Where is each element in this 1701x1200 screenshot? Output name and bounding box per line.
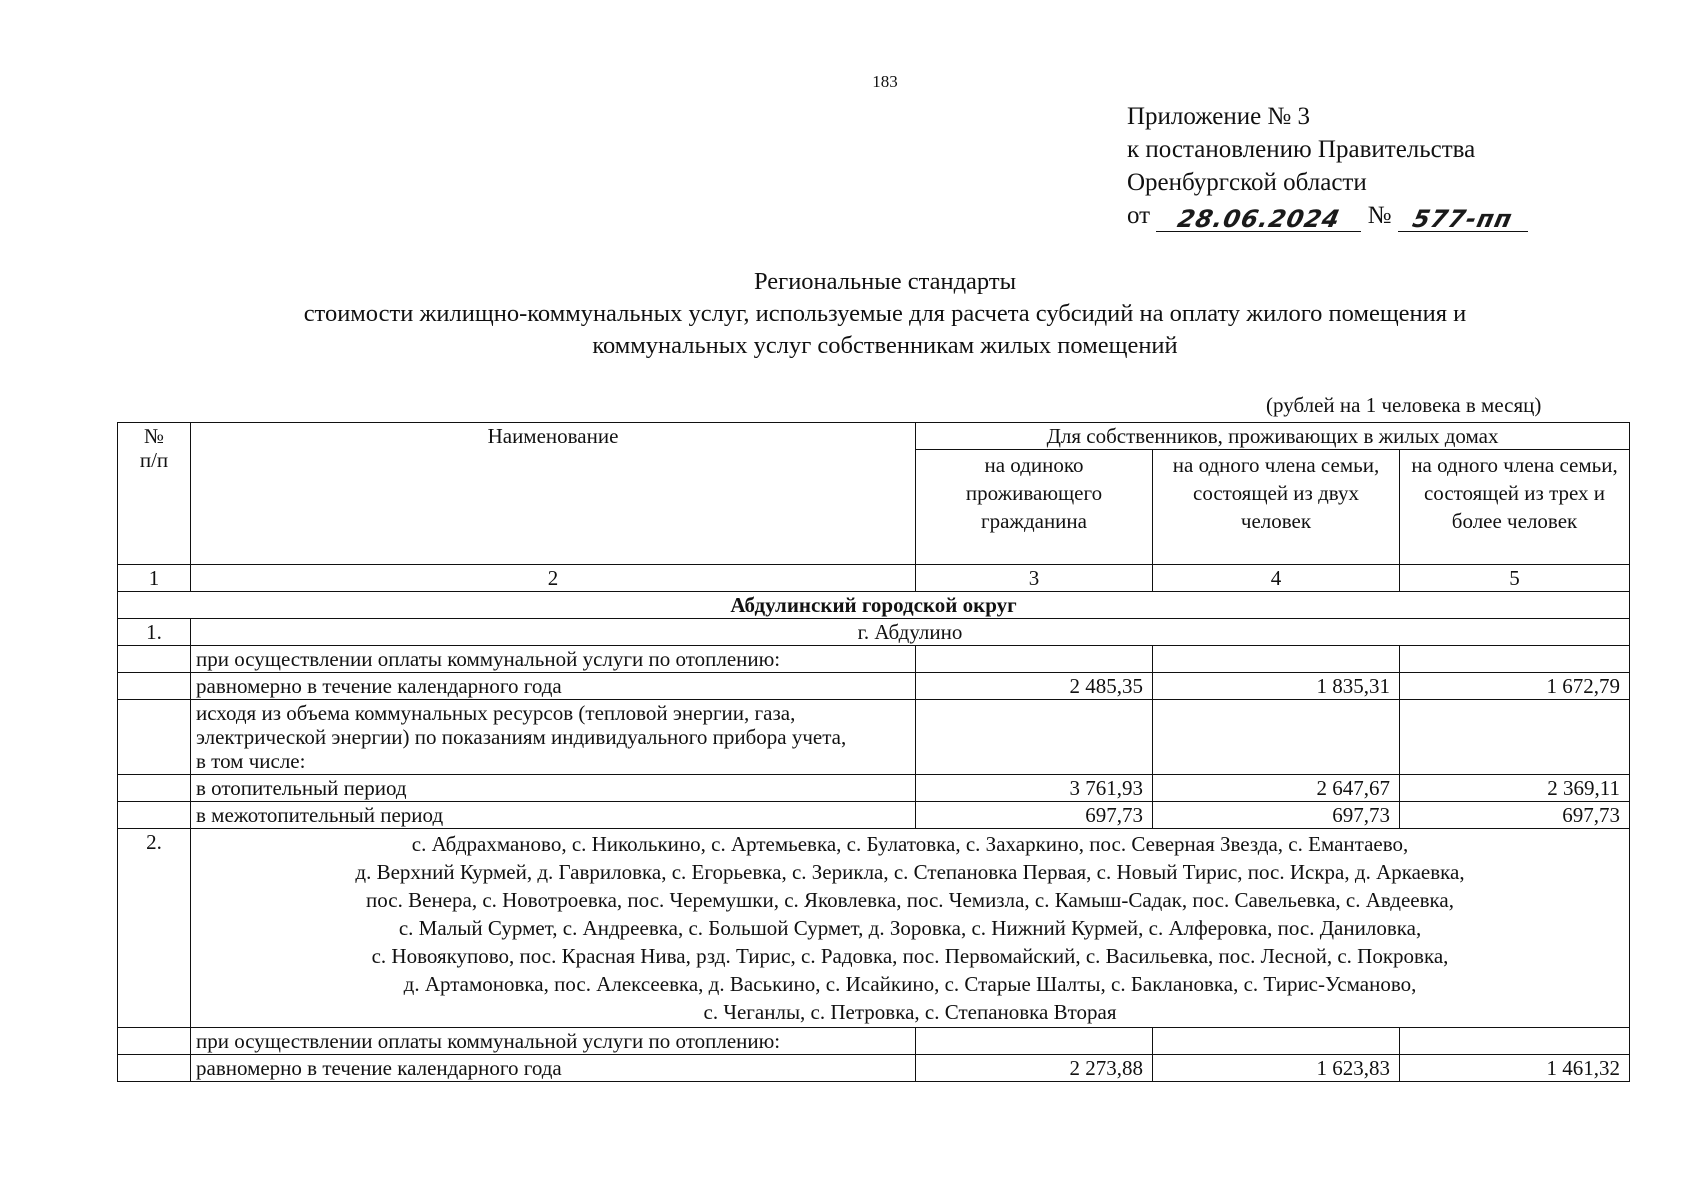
row-num-cell xyxy=(118,1028,191,1055)
row-value-col4 xyxy=(1153,700,1400,775)
row-value-col3: 2 273,88 xyxy=(916,1055,1153,1082)
section-1-num: 1. xyxy=(118,619,191,646)
header-row-1 xyxy=(118,423,1630,450)
appendix-resolution: к постановлению Правительства xyxy=(1127,136,1476,163)
row-label: при осуществлении оплаты коммунальной услуги по отоплению: xyxy=(191,1028,916,1055)
settlement-line: д. Артамоновка, пос. Алексеевка, д. Васькино, с. Исайкино, с. Старые Шалты, с. Баклановка, с. Тирис-Усманово, xyxy=(403,972,1417,996)
row-value-col4 xyxy=(1153,1028,1400,1055)
handwritten-date: 28.06.2024 xyxy=(1175,205,1343,233)
district-row xyxy=(118,592,1630,619)
row-value-col3: 697,73 xyxy=(916,802,1153,829)
section-2-settlements xyxy=(191,829,1630,1028)
row-value-col3 xyxy=(916,646,1153,673)
row-label: в межотопительный период xyxy=(191,802,916,829)
row-num-cell xyxy=(118,700,191,775)
row-num-cell xyxy=(118,673,191,700)
row-num-cell xyxy=(118,802,191,829)
header-col5: на одного члена семьи, состоящей из трех и более человек xyxy=(1400,450,1630,565)
appendix-date-number xyxy=(1127,199,1528,232)
district-name: Абдулинский городской округ xyxy=(118,592,1630,619)
row-value-col5 xyxy=(1400,646,1630,673)
number-label: № xyxy=(1367,202,1392,229)
units-note: (рублей на 1 человека в месяц) xyxy=(1266,393,1542,417)
colnum-2: 2 xyxy=(191,565,916,592)
settlement-line: с. Чеганлы, с. Петровка, с. Степановка Вторая xyxy=(703,1000,1117,1024)
table-row xyxy=(118,673,1630,700)
colnum-5: 5 xyxy=(1400,565,1630,592)
row-num-cell xyxy=(118,646,191,673)
section-1-name: г. Абдулино xyxy=(191,619,1630,646)
row-label: равномерно в течение календарного года xyxy=(191,673,916,700)
handwritten-number: 577-пп xyxy=(1410,205,1516,233)
title-line-1: Региональные стандарты xyxy=(753,268,1017,295)
appendix-title: Приложение № 3 xyxy=(1127,103,1311,130)
row-label: равномерно в течение календарного года xyxy=(191,1055,916,1082)
section-2-row xyxy=(118,829,1630,1028)
row-value-col4: 1 835,31 xyxy=(1153,673,1400,700)
table-row xyxy=(118,1028,1630,1055)
standards-table xyxy=(117,422,1630,1082)
row-num-cell xyxy=(118,1055,191,1082)
row-value-col5 xyxy=(1400,1028,1630,1055)
settlement-line: с. Новоякупово, пос. Красная Нива, рзд. Тирис, с. Радовка, пос. Первомайский, с. Васильевка, пос. Лесной, с. Покровка, xyxy=(371,944,1449,968)
row-value-col4: 697,73 xyxy=(1153,802,1400,829)
row-value-col5: 1 672,79 xyxy=(1400,673,1630,700)
appendix-block xyxy=(1127,100,1528,232)
row-value-col5: 1 461,32 xyxy=(1400,1055,1630,1082)
settlement-line: с. Абдрахманово, с. Николькино, с. Артемьевка, с. Булатовка, с. Захаркино, пос. Северная Звезда, с. Емантаево, xyxy=(411,832,1409,856)
colnum-3: 3 xyxy=(916,565,1153,592)
table-row xyxy=(118,802,1630,829)
table-row xyxy=(118,775,1630,802)
header-col4: на одного члена семьи, состоящей из двух человек xyxy=(1153,450,1400,565)
table-row xyxy=(118,1055,1630,1082)
column-number-row xyxy=(118,565,1630,592)
row-value-col5: 2 369,11 xyxy=(1400,775,1630,802)
header-col3: на одиноко проживающего гражданина xyxy=(916,450,1153,565)
row-value-col4: 2 647,67 xyxy=(1153,775,1400,802)
number-line xyxy=(1398,203,1528,232)
title-line-2: стоимости жилищно-коммунальных услуг, используемые для расчета субсидий на оплату жилого помещения и xyxy=(303,300,1467,327)
section-1-row xyxy=(118,619,1630,646)
date-line xyxy=(1156,203,1361,232)
table-row xyxy=(118,700,1630,775)
header-owners-group: Для собственников, проживающих в жилых домах xyxy=(916,423,1630,450)
row-label: исходя из объема коммунальных ресурсов (тепловой энергии, газа, электрической энергии) по показаниям индивидуального прибора учета, в том числе: xyxy=(191,700,916,775)
section-2-num: 2. xyxy=(118,829,191,1028)
header-name: Наименование xyxy=(191,423,916,565)
row-value-col4: 1 623,83 xyxy=(1153,1055,1400,1082)
row-value-col3 xyxy=(916,1028,1153,1055)
header-num xyxy=(118,423,191,565)
row-value-col5 xyxy=(1400,700,1630,775)
row-value-col4 xyxy=(1153,646,1400,673)
row-num-cell xyxy=(118,775,191,802)
settlement-line: с. Малый Сурмет, с. Андреевка, с. Большой Сурмет, д. Зоровка, с. Нижний Курмей, с. Алферовка, пос. Даниловка, xyxy=(398,916,1422,940)
row-value-col3 xyxy=(916,700,1153,775)
from-label: от xyxy=(1127,202,1151,229)
row-value-col3: 3 761,93 xyxy=(916,775,1153,802)
appendix-region: Оренбургской области xyxy=(1127,169,1367,196)
colnum-1: 1 xyxy=(118,565,191,592)
title-line-3: коммунальных услуг собственникам жилых помещений xyxy=(592,332,1178,359)
settlement-line: пос. Венера, с. Новотроевка, пос. Черемушки, с. Яковлевка, пос. Чемизла, с. Камыш-Садак, пос. Савельевка, с. Авдеевка, xyxy=(366,888,1454,912)
row-label: в отопительный период xyxy=(191,775,916,802)
colnum-4: 4 xyxy=(1153,565,1400,592)
row-label: при осуществлении оплаты коммунальной услуги по отоплению: xyxy=(191,646,916,673)
header-num-symbol: № xyxy=(143,424,165,448)
header-num-pp: п/п xyxy=(139,448,169,472)
row-value-col5: 697,73 xyxy=(1400,802,1630,829)
row-value-col3: 2 485,35 xyxy=(916,673,1153,700)
settlement-line: д. Верхний Курмей, д. Гавриловка, с. Егорьевка, с. Зерикла, с. Степановка Первая, с. Новый Тирис, пос. Искра, д. Аркаевка, xyxy=(355,860,1465,884)
page-number: 183 xyxy=(872,72,898,91)
table-row xyxy=(118,646,1630,673)
document-title xyxy=(120,266,1650,362)
